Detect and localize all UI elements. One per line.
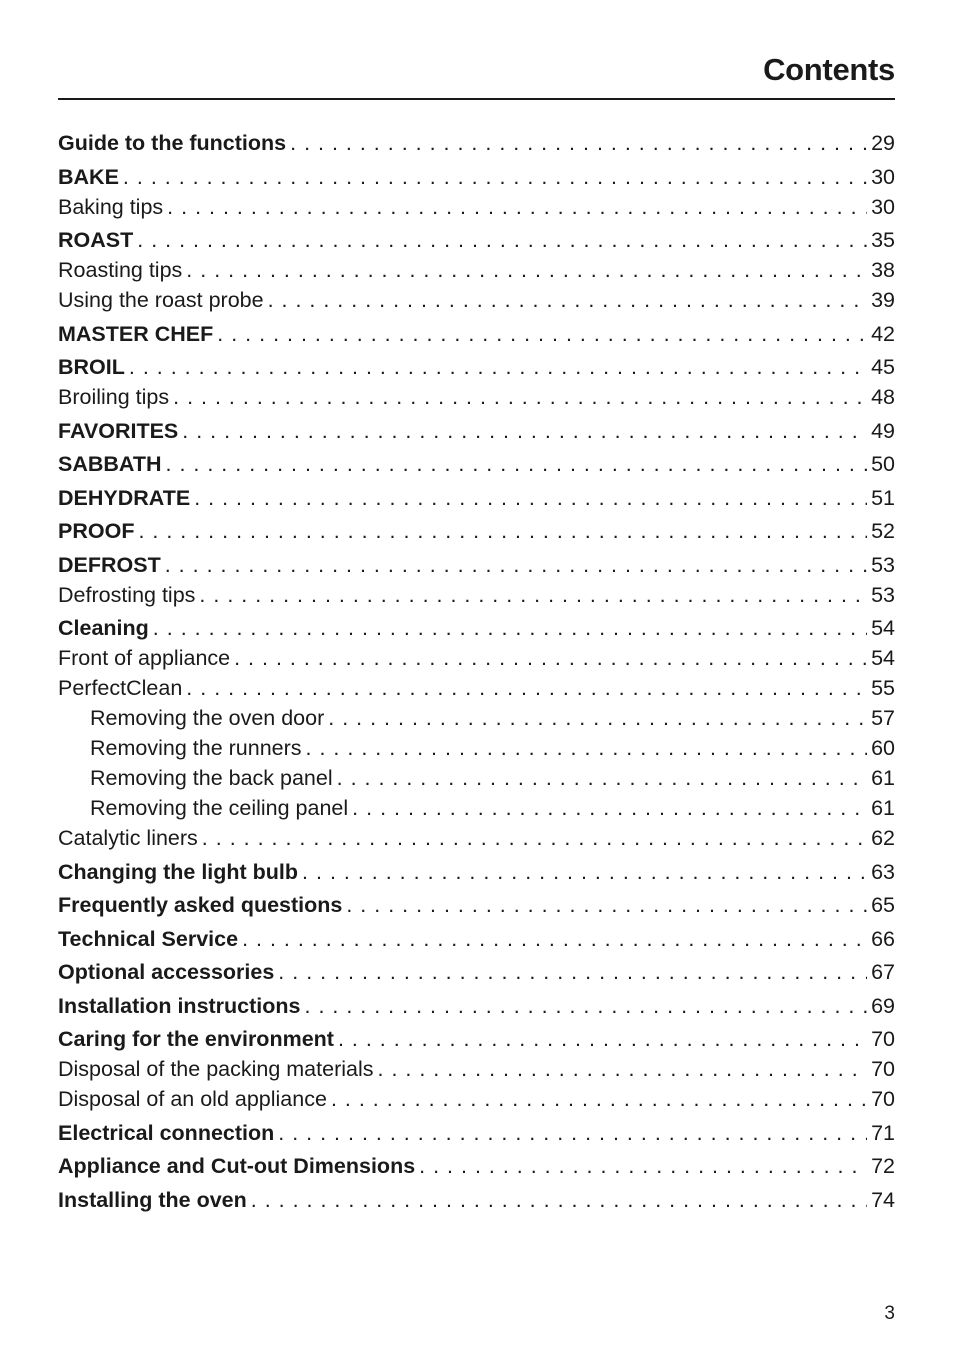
dot-leader — [346, 890, 867, 920]
toc-entry-page: 74 — [871, 1187, 895, 1212]
dot-leader — [290, 128, 867, 158]
toc-entry-label: FAVORITES — [58, 418, 179, 443]
toc-entry-page: 60 — [871, 736, 895, 760]
dot-leader — [138, 516, 867, 546]
toc-entry-page: 57 — [871, 706, 895, 730]
toc-entry-page: 54 — [871, 616, 895, 640]
toc-entry[interactable] — [58, 924, 895, 954]
dot-leader — [167, 192, 867, 222]
toc-entry[interactable] — [58, 483, 895, 513]
toc-entry-label: Removing the ceiling panel — [90, 796, 349, 820]
dot-leader — [331, 1084, 867, 1114]
toc-entry[interactable] — [58, 449, 895, 479]
toc-entry[interactable] — [58, 793, 895, 823]
toc-entry-label: Removing the oven door — [90, 706, 325, 730]
dot-leader — [352, 793, 867, 823]
toc-entry[interactable] — [58, 192, 895, 222]
toc-entry-page: 55 — [871, 676, 895, 700]
toc-entry[interactable] — [58, 1151, 895, 1181]
toc-entry-label: Caring for the environment — [58, 1027, 334, 1051]
dot-leader — [306, 733, 868, 763]
toc-entry[interactable] — [58, 285, 895, 315]
toc-entry-label: Electrical connection — [58, 1120, 275, 1145]
dot-leader — [302, 857, 867, 887]
toc-entry-label: DEHYDRATE — [58, 485, 191, 510]
toc-entry[interactable] — [58, 1118, 895, 1148]
toc-entry[interactable] — [58, 890, 895, 920]
toc-entry-page: 54 — [871, 646, 895, 670]
toc-entry[interactable] — [58, 857, 895, 887]
toc-entry[interactable] — [58, 352, 895, 382]
toc-entry-page: 51 — [871, 485, 895, 510]
toc-entry[interactable] — [58, 128, 895, 158]
toc-entry-page: 42 — [871, 321, 895, 346]
toc-entry[interactable] — [58, 763, 895, 793]
toc-entry-label: Frequently asked questions — [58, 893, 343, 917]
toc-entry[interactable] — [58, 225, 895, 255]
dot-leader — [194, 483, 867, 513]
toc-entry-page: 53 — [871, 582, 895, 607]
toc-entry-page: 72 — [871, 1154, 895, 1178]
toc-entry-label: BAKE — [58, 164, 119, 189]
toc-entry-label: Guide to the functions — [58, 131, 287, 155]
dot-leader — [419, 1151, 867, 1181]
dot-leader — [251, 1185, 867, 1215]
toc-entry-label: Removing the runners — [90, 736, 302, 760]
toc-entry-label: Broiling tips — [58, 385, 170, 409]
dot-leader — [378, 1054, 868, 1084]
toc-entry-label: PROOF — [58, 519, 135, 543]
toc-entry[interactable] — [58, 319, 895, 349]
dot-leader — [137, 225, 867, 255]
dot-leader — [278, 957, 867, 987]
toc-entry[interactable] — [58, 673, 895, 703]
toc-entry[interactable] — [58, 580, 895, 610]
toc-entry-page: 62 — [871, 826, 895, 850]
toc-entry-label: Removing the back panel — [90, 766, 333, 790]
toc-entry-page: 70 — [871, 1027, 895, 1051]
dot-leader — [173, 382, 867, 412]
dot-leader — [186, 673, 867, 703]
toc-entry[interactable] — [58, 1185, 895, 1215]
toc-entry-label: MASTER CHEF — [58, 321, 214, 346]
toc-entry-page: 49 — [871, 418, 895, 443]
toc-entry-label: Disposal of the packing materials — [58, 1057, 374, 1081]
toc-entry[interactable] — [58, 703, 895, 733]
toc-entry-page: 29 — [871, 131, 895, 155]
dot-leader — [268, 285, 868, 315]
toc-entry-label: Cleaning — [58, 616, 149, 640]
toc-entry-label: Technical Service — [58, 926, 239, 951]
dot-leader — [217, 319, 867, 349]
toc-entry[interactable] — [58, 1054, 895, 1084]
toc-entry-page: 39 — [871, 288, 895, 312]
toc-entry-page: 65 — [871, 893, 895, 917]
toc-entry-label: Baking tips — [58, 194, 164, 219]
toc-entry[interactable] — [58, 823, 895, 853]
dot-leader — [199, 580, 867, 610]
toc-entry-page: 35 — [871, 228, 895, 252]
toc-entry-page: 30 — [871, 194, 895, 219]
toc-entry[interactable] — [58, 382, 895, 412]
title-divider — [58, 98, 895, 100]
toc-entry-label: PerfectClean — [58, 676, 183, 700]
toc-entry-page: 67 — [871, 960, 895, 984]
toc-entry-label: Disposal of an old appliance — [58, 1087, 327, 1111]
toc-entry-label: Changing the light bulb — [58, 859, 299, 884]
page-title: Contents — [763, 52, 895, 87]
toc-entry-page: 70 — [871, 1087, 895, 1111]
toc-entry-label: DEFROST — [58, 552, 161, 577]
dot-leader — [305, 991, 868, 1021]
toc-entry[interactable] — [58, 550, 895, 580]
toc-entry-page: 70 — [871, 1057, 895, 1081]
toc-entry-page: 53 — [871, 552, 895, 577]
dot-leader — [153, 613, 867, 643]
toc-entry[interactable] — [58, 516, 895, 546]
toc-entry[interactable] — [58, 991, 895, 1021]
toc-entry-page: 61 — [871, 796, 895, 820]
toc-entry-page: 38 — [871, 258, 895, 282]
toc-entry-label: ROAST — [58, 228, 134, 252]
toc-entry-label: Appliance and Cut-out Dimensions — [58, 1154, 416, 1178]
toc-entry-label: SABBATH — [58, 452, 162, 476]
dot-leader — [337, 763, 867, 793]
toc-entry-label: Installing the oven — [58, 1187, 247, 1212]
toc-entry-label: Catalytic liners — [58, 826, 198, 850]
toc-entry-label: Defrosting tips — [58, 582, 196, 607]
toc-entry[interactable] — [58, 613, 895, 643]
toc-entry-label: Roasting tips — [58, 258, 183, 282]
toc-entry-page: 48 — [871, 385, 895, 409]
dot-leader — [165, 550, 867, 580]
toc-entry[interactable] — [58, 957, 895, 987]
toc-entry[interactable] — [58, 162, 895, 192]
toc-entry-page: 63 — [871, 859, 895, 884]
dot-leader — [338, 1024, 867, 1054]
table-of-contents — [58, 128, 895, 1215]
toc-entry-label: Front of appliance — [58, 646, 231, 670]
dot-leader — [328, 703, 867, 733]
toc-entry-page: 69 — [871, 993, 895, 1018]
toc-entry-page: 50 — [871, 452, 895, 476]
dot-leader — [242, 924, 867, 954]
toc-entry[interactable] — [58, 1024, 895, 1054]
toc-entry[interactable] — [58, 255, 895, 285]
toc-entry-label: Optional accessories — [58, 960, 275, 984]
toc-entry[interactable] — [58, 1084, 895, 1114]
toc-entry-page: 66 — [871, 926, 895, 951]
dot-leader — [234, 643, 867, 673]
toc-entry[interactable] — [58, 643, 895, 673]
dot-leader — [129, 352, 867, 382]
dot-leader — [166, 449, 868, 479]
toc-entry-label: BROIL — [58, 355, 125, 379]
dot-leader — [186, 255, 867, 285]
dot-leader — [123, 162, 867, 192]
toc-entry-page: 71 — [871, 1120, 895, 1145]
toc-entry-page: 30 — [871, 164, 895, 189]
toc-entry[interactable] — [58, 416, 895, 446]
dot-leader — [182, 416, 867, 446]
toc-entry-page: 61 — [871, 766, 895, 790]
dot-leader — [202, 823, 867, 853]
toc-entry-page: 45 — [871, 355, 895, 379]
toc-entry-label: Using the roast probe — [58, 288, 264, 312]
page-number: 3 — [884, 1303, 895, 1324]
toc-entry-page: 52 — [871, 519, 895, 543]
dot-leader — [278, 1118, 867, 1148]
toc-entry-label: Installation instructions — [58, 993, 301, 1018]
toc-entry[interactable] — [58, 733, 895, 763]
